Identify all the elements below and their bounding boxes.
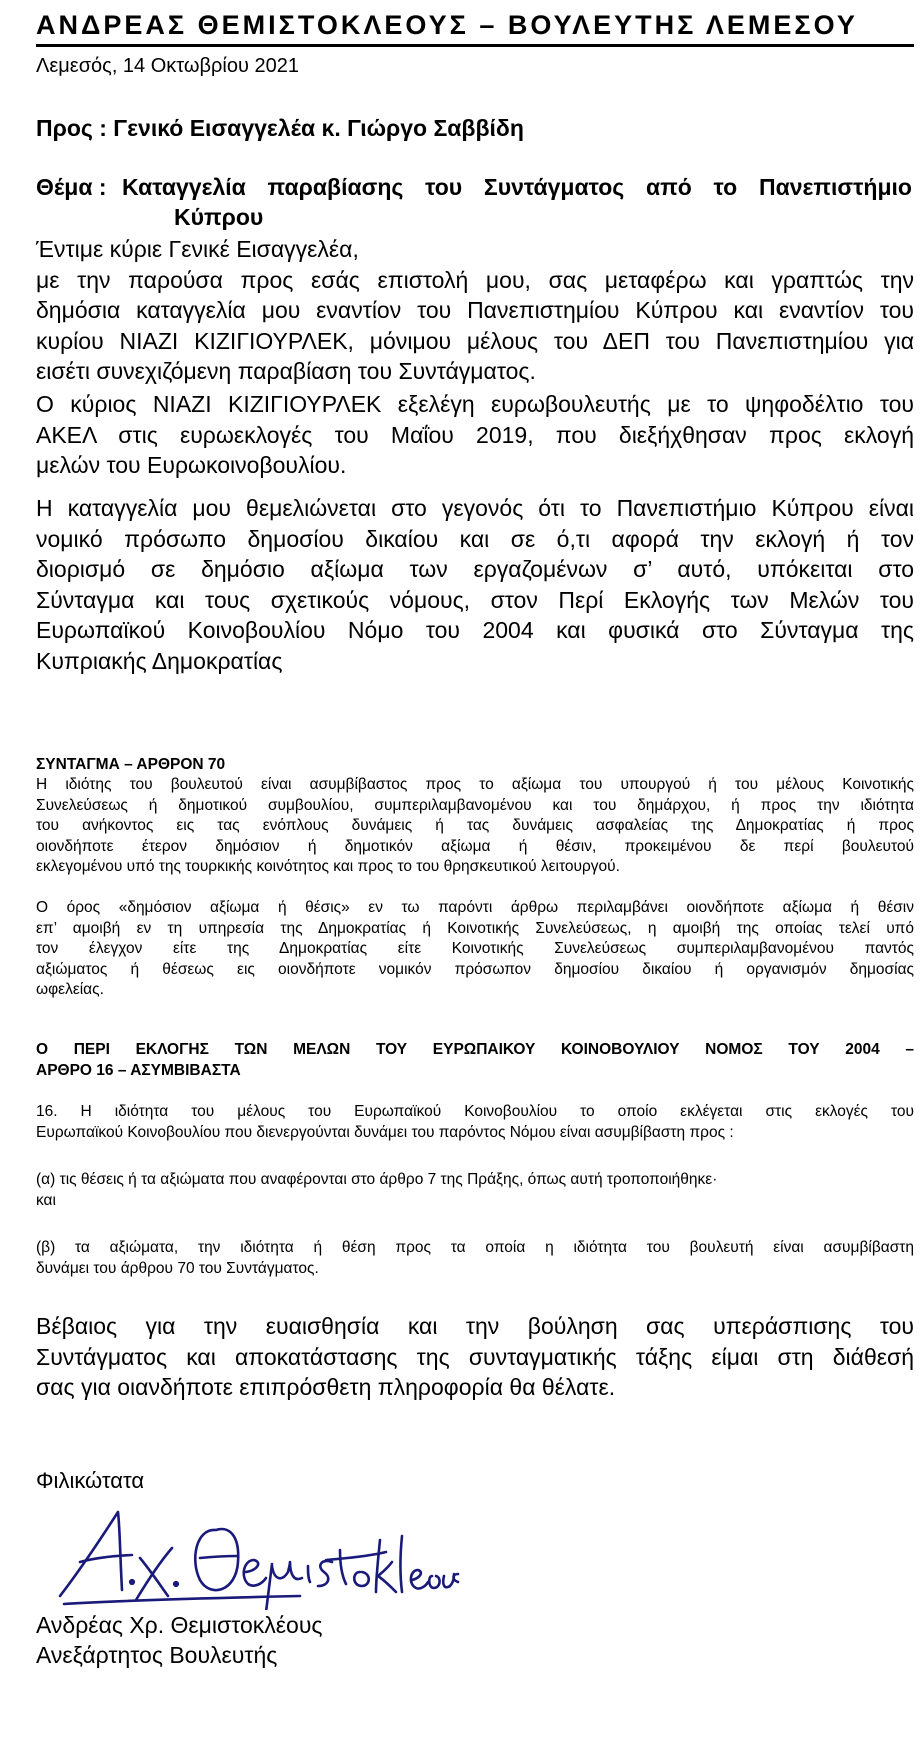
paragraph-line: μελών του Ευρωκοινοβουλίου.	[36, 452, 347, 478]
article-70-paragraph-2	[36, 898, 914, 1001]
subject-label: Θέμα :	[36, 174, 107, 200]
quote-line: τον έλεγχον είτε της Δημοκρατίας είτε Κοινοτικής Συνελεύσεως συμπεριλαμβανομένου παντός	[36, 940, 914, 957]
paragraph-closing	[36, 1311, 914, 1403]
quote-line: επ’ αμοιβή εν τη υπηρεσία της Δημοκρατίας ή Κοινοτικής Συνελεύσεως, η αμοιβή της οποίας τελεί υπό	[36, 919, 914, 937]
handwritten-signature	[40, 1500, 460, 1610]
subject-line-1: Καταγγελία παραβίασης του Συντάγματος από το Πανεπιστήμιο	[122, 174, 912, 200]
article-70-heading	[36, 755, 914, 776]
letterhead-rule	[36, 44, 914, 47]
letterhead-title: ΑΝΔΡΕΑΣ ΘΕΜΙΣΤΟΚΛΕΟΥΣ – ΒΟΥΛΕΥΤΗΣ ΛΕΜΕΣΟΥ	[36, 10, 858, 40]
salutation-line: Έντιμε κύριε Γενικέ Εισαγγελέα,	[36, 236, 359, 262]
heading-line: Ο ΠΕΡΙ ΕΚΛΟΓΗΣ ΤΩΝ ΜΕΛΩΝ ΤΟΥ ΕΥΡΩΠΑΙΚΟΥ ΚΟΙΝΟΒΟΥΛΙΟΥ ΝΟΜΟΣ ΤΟΥ 2004 –	[36, 1041, 914, 1058]
paragraph-line: Η καταγγελία μου θεμελιώνεται στο γεγονός ότι το Πανεπιστήμιο Κύπρου είναι	[36, 495, 914, 521]
quote-line: Ευρωπαϊκού Κοινοβουλίου που διενεργούνται δυνάμει του παρόντος Νόμου είναι ασυμβίβαστη προς :	[36, 1123, 734, 1141]
law-item-b	[36, 1238, 914, 1279]
law-item-a	[36, 1170, 914, 1211]
paragraph-line: ΑΚΕΛ στις ευρωεκλογές του Μαΐου 2019, που διεξήχθησαν προς εκλογή	[36, 421, 914, 448]
paragraph-complaint-basis	[36, 493, 914, 676]
paragraph-line: Σύνταγμα και τους σχετικούς νόμους, στον Περί Εκλογής των Μελών του	[36, 586, 914, 613]
paragraph-election	[36, 389, 914, 481]
law-article-16-paragraph	[36, 1102, 914, 1143]
quote-line: δυνάμει του άρθρου 70 του Συντάγματος.	[36, 1259, 319, 1277]
quote-line: (α) τις θέσεις ή τα αξιώματα που αναφέρονται στο άρθρο 7 της Πράξης, όπως αυτή τροποποιήθηκε·	[36, 1171, 718, 1188]
paragraph-line: εισέτι συνεχιζόμενη παραβίαση του Συντάγματος.	[36, 358, 536, 384]
paragraph-line: κυρίου ΝΙΑΖΙ ΚΙΖΙΓΙΟΥΡΛΕΚ, μόνιμου μέλους του ΔΕΠ του Πανεπιστημίου για	[36, 327, 914, 354]
paragraph-line: Ευρωπαϊκού Κοινοβουλίου Νόμο του 2004 και φυσικά στο Σύνταγμα της	[36, 617, 914, 643]
paragraph-line: με την παρούσα προς εσάς επιστολή μου, σας μεταφέρω και γραπτώς την	[36, 266, 914, 293]
quote-line: εκλεγομένου υπό της τουρκικής κοινότητος και προς το του θρησκευτικού λειτουργού.	[36, 858, 620, 875]
heading-line: ΑΡΘΡΟ 16 – ΑΣΥΜΒΙΒΑΣΤΑ	[36, 1061, 241, 1079]
signatory-name: Ανδρέας Χρ. Θεμιστοκλέους	[36, 1612, 323, 1638]
paragraph-line: νομικό πρόσωπο δημοσίου δικαίου και σε ό,τι αφορά την εκλογή ή τον	[36, 525, 914, 552]
subject-block	[36, 172, 914, 232]
quote-line: 16. Η ιδιότητα του μέλους του Ευρωπαϊκού Κοινοβουλίου το οποίο εκλέγεται στις εκλογές του	[36, 1103, 914, 1120]
quote-line: του ανήκοντος εις τας ενόπλους δυνάμεις ή τας δυνάμεις ασφαλείας της Δημοκρατίας ή προς	[36, 817, 914, 834]
heading-line: ΣΥΝΤΑΓΜΑ – ΑΡΘΡΟΝ 70	[36, 756, 226, 773]
paragraph-line: σας για οιανδήποτε επιπρόσθετη πληροφορία θα θέλατε.	[36, 1374, 616, 1400]
quote-line: αξιώματος ή θέσεως εις οιονδήποτε νομικόν πρόσωπον δημοσίου δικαίου ή οργανισμόν δημοσίας	[36, 960, 914, 978]
paragraph-intro	[36, 234, 914, 387]
quote-line: ωφελείας.	[36, 981, 104, 998]
quote-line: Συνελεύσεως ή δημοτικού συμβουλίου, συμπεριλαμβανομένου και του δημάρχου, ή προς την ιδιότητα	[36, 796, 914, 814]
paragraph-line: Κυπριακής Δημοκρατίας	[36, 647, 283, 674]
quote-line: οιονδήποτε έτερον δημόσιον ή δημοτικόν αξίωμα ή θέσιν, προκειμένου δε περί βουλευτού	[36, 837, 914, 855]
letter-date: Λεμεσός, 14 Οκτωβρίου 2021	[36, 55, 299, 77]
signatory-role: Ανεξάρτητος Βουλευτής	[36, 1642, 278, 1668]
recipient-line: Προς : Γενικό Εισαγγελέα κ. Γιώργο Σαββίδη	[36, 115, 524, 141]
quote-line: Ο όρος «δημόσιον αξίωμα ή θέσις» εν τω παρόντι άρθρω περιλαμβάνει οιονδήποτε αξίωμα ή θέσιν	[36, 899, 914, 916]
paragraph-line: διορισμό σε δημόσιο αξίωμα των εργαζομένων σ’ αυτό, υπόκειται στο	[36, 556, 914, 582]
paragraph-line: Συντάγματος και αποκατάστασης της συνταγματικής τάξης είμαι στη διάθεσή	[36, 1343, 914, 1370]
quote-line: Η ιδιότης του βουλευτού είναι ασυμβίβαστος προς το αξίωμα του υπουργού ή του μέλους Κοινοτικής	[36, 776, 914, 793]
quote-line: (β) τα αξιώματα, την ιδιότητα ή θέση προς τα οποία η ιδιότητα του βουλευτή είναι ασυμβίβαστη	[36, 1239, 914, 1256]
paragraph-line: δημόσια καταγγελία μου εναντίον του Πανεπιστημίου Κύπρου και εναντίον του	[36, 297, 914, 323]
article-70-paragraph-1	[36, 775, 914, 878]
law-article-16-heading	[36, 1040, 914, 1081]
closing-salutation: Φιλικώτατα	[36, 1468, 145, 1493]
quote-line: και	[36, 1191, 56, 1209]
paragraph-line: Ο κύριος ΝΙΑΖΙ ΚΙΖΙΓΙΟΥΡΛΕΚ εξελέγη ευρωβουλευτής με το ψηφοδέλτιο του	[36, 391, 914, 417]
paragraph-line: Βέβαιος για την ευαισθησία και την βούληση σας υπεράσπισης του	[36, 1313, 914, 1339]
subject-line-2: Κύπρου	[174, 204, 264, 230]
